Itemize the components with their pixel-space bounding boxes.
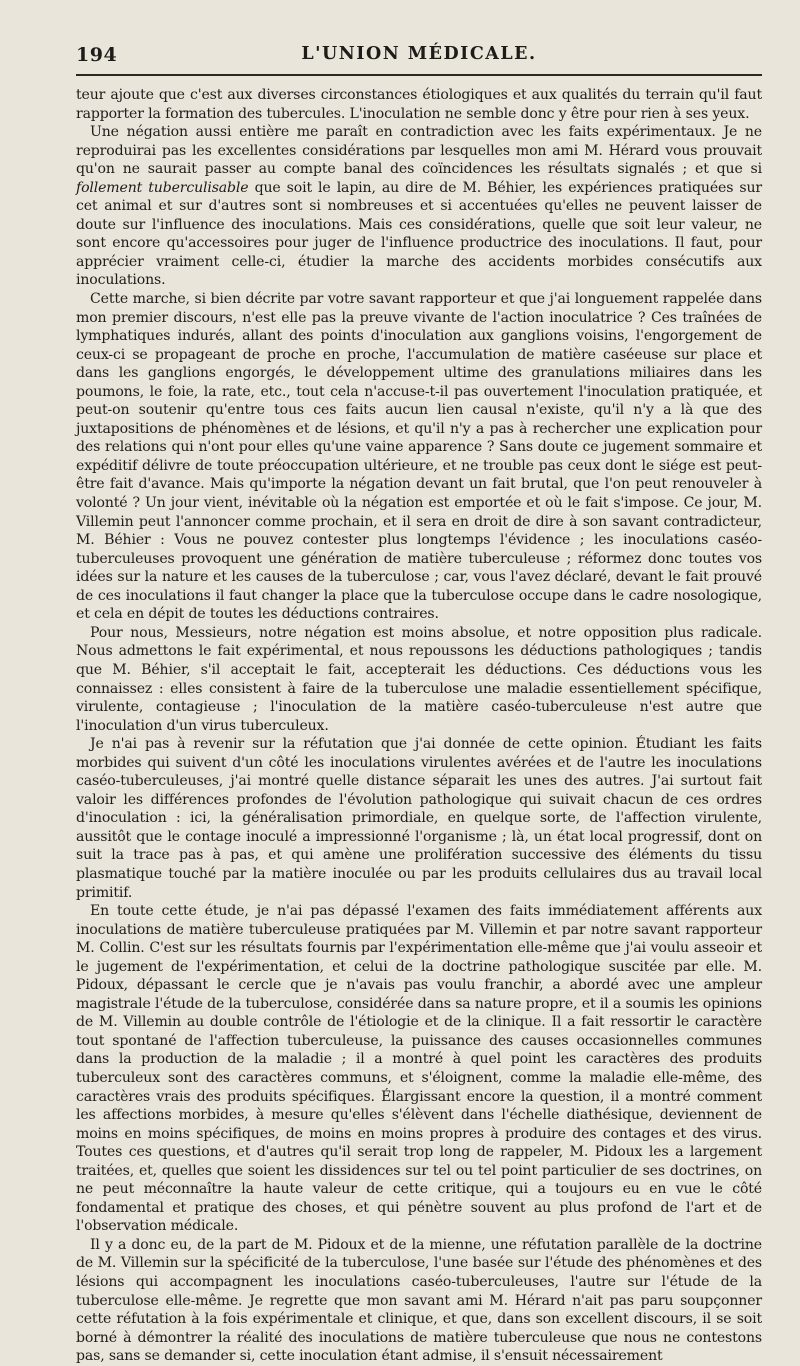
paragraph: Cette marche, si bien décrite par votre savant rapporteur et que j'ai longuement rappelée dans mon premier discours, n'est elle pas la preuve vivante de l'action inoculatrice ? Ces traînées de lymphatiques indurés, allant des points d'inoculation aux ganglions voisins, l'engorgement de ceux-ci se propageant de proche en proche, l'accumulation de matière caséeuse sur place et dans les ganglions engorgés, le développement ultime des granulations miliaires dans les poumons, le foie, la rate, etc., tout cela n'accuse-t-il pas ouvertement l'inoculation pratiquée, et peut-on soutenir qu'entre tous ces faits aucun lien causal n'existe, qu'il n'y a là que des juxtapositions de phénomènes et de lésions, et qu'il n'y a pas à rechercher une explication pour des relations qui n'ont pour elles qu'une vaine apparence ? Sans doute ce jugement sommaire et expéditif délivre de toute préoccupation ultérieure, et ne trouble pas ceux dont le siége est peut-être fait d'avance. Mais qu'importe la négation devant un fait brutal, que l'on peut renouveler à volonté ? Un jour vient, inévitable où la négation est emportée et où le fait s'impose. Ce jour, M. Villemin peut l'annoncer comme prochain, et il sera en droit de dire à son savant contradicteur, M. Béhier : Vous ne pouvez contester plus longtemps l'évidence ; les inoculations caséo-tuberculeuses provoquent une génération de matière tuberculeuse ; réformez donc toutes vos idées sur la nature et les causes de la tuberculose ; car, vous l'avez déclaré, devant le fait prouvé de ces inoculations il faut changer la place que la tuberculose occupe dans le cadre nosologique, et cela en dépit de toutes les déductions contraires. (76, 291, 762, 623)
header-rule (76, 74, 762, 76)
paragraph: teur ajoute que c'est aux diverses circonstances étiologiques et aux qualités du terrain qu'il faut rapporter la formation des tubercules. L'inoculation ne semble donc y être pour rien à ses yeux. (76, 87, 762, 122)
paragraph: Il y a donc eu, de la part de M. Pidoux et de la mienne, une réfutation parallèle de la doctrine de M. Villemin sur la spécificité de la tuberculose, l'une basée sur l'étude des phénomènes et des lésions qui accompagnent les inoculations caséo-tuberculeuses, l'autre sur l'étude de la tuberculose elle-même. Je regrette que mon savant ami M. Hérard n'ait pas paru soupçonner cette réfutation à la fois expérimentale et clinique, et que, dans son excellent discours, il se soit borné à démontrer la réalité des inoculations de matière tuberculeuse que nous ne contestons pas, sans se demander si, cette inoculation étant admise, il s'ensuit nécessairement (76, 1236, 762, 1365)
paragraph: Pour nous, Messieurs, notre négation est moins absolue, et notre opposition plus radicale. Nous admettons le fait expérimental, et nous repoussons les déductions pathologiques ; tandis que M. Béhier, s'il acceptait le fait, accepterait les déductions. Ces déductions vous les connaissez : elles consistent à faire de la tuberculose une maladie essentiellement spécifique, virulente, contagieuse ; l'inoculation de la matière caséo-tuberculeuse n'est autre que l'inoculation d'un virus tuberculeux. (76, 624, 762, 734)
page-number: 194 (76, 44, 118, 66)
body-text (76, 86, 762, 1366)
paragraph: Je n'ai pas à revenir sur la réfutation que j'ai donnée de cette opinion. Étudiant les faits morbides qui suivent d'un côté les inoculations virulentes avérées et de l'autre les inoculations caséo-tuberculeuses, j'ai montré quelle distance séparait les unes des autres. J'ai surtout fait valoir les différences profondes de l'évolution pathologique qui suivait chacun de ces ordres d'inoculation : ici, la généralisation primordiale, en quelque sorte, de l'affection virulente, aussitôt que le contage inoculé a impressionné l'organisme ; là, un état local progressif, dont on suit la trace pas à pas, et qui amène une prolifération successive des éléments du tissu plasmatique touché par la matière inoculée ou par les produits cellulaires dus au travail local primitif. (76, 736, 762, 901)
page-header (76, 32, 762, 66)
paragraph: Une négation aussi entière me paraît en contradiction avec les faits expérimentaux. Je ne reproduirai pas les excellentes considérations par lesquelles mon ami M. Hérard vous prouvait qu'on ne saurait passer au compte banal des coïncidences les résultats signalés ; et que si follement tuberculisable que soit le lapin, au dire de M. Béhier, les expériences pratiquées sur cet animal et sur d'autres sont si nombreuses et si accentuées qu'elles ne peuvent laisser de doute sur l'influence des inoculations. Mais ces considérations, quelle que soit leur valeur, ne sont encore qu'accessoires pour juger de l'influence productrice des inoculations. Il faut, pour apprécier vraiment celle-ci, étudier la marche des accidents morbides consécutifs aux inoculations. (76, 124, 762, 289)
paragraph: En toute cette étude, je n'ai pas dépassé l'examen des faits immédiatement afférents aux inoculations de matière tuberculeuse pratiquées par M. Villemin et par notre savant rapporteur M. Collin. C'est sur les résultats fournis par l'expérimentation elle-même que j'ai voulu asseoir et le jugement de l'expérimentation, et celui de la doctrine pathologique suscitée par elle. M. Pidoux, dépassant le cercle que je n'avais pas voulu franchir, a abordé avec une ampleur magistrale l'étude de la tuberculose, considérée dans sa nature propre, et il a soumis les opinions de M. Villemin au double contrôle de l'étiologie et de la clinique. Il a fait ressortir le caractère tout spontané de l'affection tuberculeuse, la puissance des causes occasionnelles communes dans la production de la maladie ; il a montré à quel point les caractères des produits tuberculeux sont des caractères communs, et s'éloignent, comme la maladie elle-même, des caractères vrais des produits spécifiques. Élargissant encore la question, il a montré comment les affections morbides, à mesure qu'elles s'élèvent dans l'échelle diathésique, deviennent de moins en moins spécifiques, de moins en moins propres à produire des contages et des virus. Toutes ces questions, et d'autres qu'il serait trop long de rappeler, M. Pidoux les a largement traitées, et, quelles que soient les dissidences sur tel ou tel point particulier de ses doctrines, on ne peut méconnaître la haute valeur de cette critique, qui a toujours eu en vue le côté fondamental et pratique des choses, et qui pénètre souvent au plus profond de l'art et de l'observation médicale. (76, 903, 762, 1235)
running-title: L'UNION MÉDICALE. (301, 44, 537, 64)
italic-phrase: follement tuberculisable (76, 179, 249, 196)
